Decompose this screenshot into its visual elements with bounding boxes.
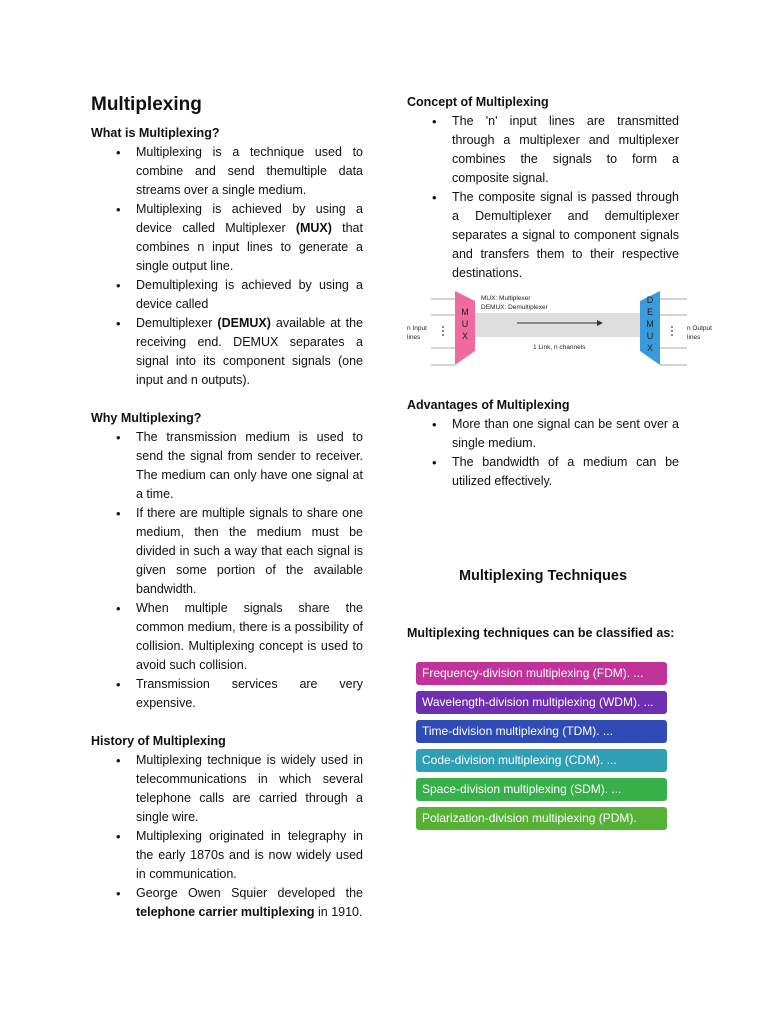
technique-pdm: Polarization-division multiplexing (PDM).	[416, 807, 667, 830]
advantages-heading: Advantages of Multiplexing	[407, 398, 570, 412]
technique-cdm: Code-division multiplexing (CDM). ...	[416, 749, 667, 772]
list-item: • The 'n' input lines are transmitted through a multiplexer and multiplexer combines the signals to form a composite signal.	[452, 112, 679, 188]
techniques-list	[416, 662, 679, 830]
demux-letter: X	[646, 343, 654, 353]
technique-sdm: Space-division multiplexing (SDM). ...	[416, 778, 667, 801]
bold-part: telephone carrier multiplexing	[136, 905, 315, 919]
text-part: that combines n input lines to generate a single output line.	[136, 221, 363, 273]
left-column	[91, 92, 363, 922]
why-list	[91, 428, 363, 713]
list-item: • Multiplexing is a technique used to combine and send themultiple data streams over a single medium.	[136, 143, 363, 200]
output-label: lines	[687, 334, 701, 341]
input-label: n Input	[407, 325, 427, 332]
output-dots	[671, 326, 673, 336]
input-dots	[442, 326, 444, 336]
legend-demux: DEMUX: Demultiplexer	[481, 304, 548, 311]
techniques-title: Multiplexing Techniques	[458, 568, 628, 584]
list-item: • If there are multiple signals to share one medium, then the medium must be divided in such a way that each signal is given some portion of the available bandwidth.	[136, 504, 363, 599]
history-list	[91, 751, 363, 922]
list-item: • When multiple signals share the common medium, there is a possibility of collision. Multiplexing concept is used to avoid such collision.	[136, 599, 363, 675]
link-label: 1 Link, n channels	[533, 344, 586, 351]
mux-letter: M	[461, 307, 469, 317]
list-item: • More than one signal can be sent over a single medium.	[452, 415, 679, 453]
list-item: • The transmission medium is used to send the signal from sender to receiver. The medium can only have one signal at a time.	[136, 428, 363, 504]
list-item	[136, 200, 363, 276]
link-channel	[475, 313, 640, 337]
bold-part: (MUX)	[295, 221, 332, 235]
list-item: • Multiplexing originated in telegraphy in the early 1870s and is now widely used in communication.	[136, 827, 363, 884]
why-heading: Why Multiplexing?	[91, 411, 202, 425]
legend-mux: MUX: Multiplexer	[481, 295, 531, 302]
techniques-intro: Multiplexing techniques can be classified as:	[407, 626, 675, 640]
text-part: in 1910.	[314, 905, 363, 919]
concept-heading: Concept of Multiplexing	[407, 95, 549, 109]
mux-letter: U	[461, 319, 469, 329]
right-column	[407, 93, 712, 836]
demux-letter: M	[646, 319, 654, 329]
list-item: • The composite signal is passed through a Demultiplexer and demultiplexer separates a signal to component signals and transfers them to their respective destinations.	[452, 188, 679, 283]
text-part: Demultiplexer	[136, 316, 218, 330]
bold-part: (DEMUX)	[217, 316, 271, 330]
what-heading: What is Multiplexing?	[91, 126, 220, 140]
demux-letter: U	[646, 331, 654, 341]
list-item: • Demultiplexing is achieved by using a device called	[136, 276, 363, 314]
text-part: available at the receiving end. DEMUX separates a signal into its component signals (one input and n outputs).	[136, 316, 364, 387]
technique-fdm: Frequency-division multiplexing (FDM). ...	[416, 662, 667, 685]
technique-wdm: Wavelength-division multiplexing (WDM). ...	[416, 691, 667, 714]
demux-letter: E	[646, 307, 654, 317]
list-item	[136, 314, 363, 390]
text-part: George Owen Squier developed the	[136, 886, 363, 900]
advantages-list	[407, 415, 679, 491]
list-item	[136, 884, 363, 922]
what-list	[91, 143, 363, 390]
text-part: Multiplexing is achieved by using a device called Multiplexer	[136, 202, 363, 235]
input-label: lines	[407, 334, 421, 341]
mux-letter: X	[461, 331, 469, 341]
technique-tdm: Time-division multiplexing (TDM). ...	[416, 720, 667, 743]
list-item: • Transmission services are very expensive.	[136, 675, 363, 713]
output-label: n Output	[687, 325, 712, 332]
concept-list	[407, 112, 679, 283]
mux-diagram	[405, 289, 725, 379]
list-item: • The bandwidth of a medium can be utilized effectively.	[452, 453, 679, 491]
list-item: • Multiplexing technique is widely used in telecommunications in which several telephone calls are carried through a single wire.	[136, 751, 363, 827]
page-title: Multiplexing	[91, 94, 202, 115]
demux-letter: D	[646, 295, 654, 305]
history-heading: History of Multiplexing	[91, 734, 226, 748]
